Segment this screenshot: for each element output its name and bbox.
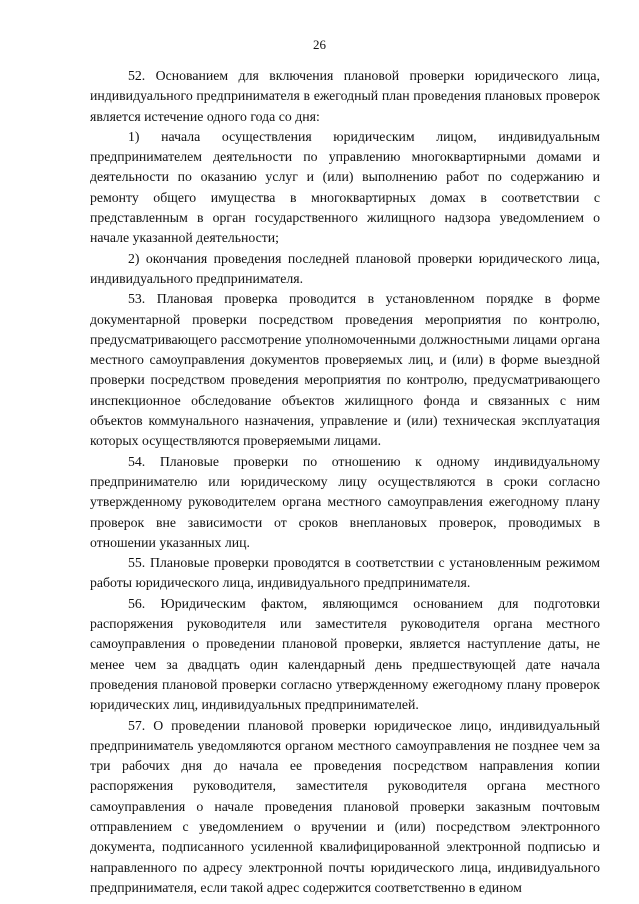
paragraph-57: 57. О проведении плановой проверки юридическое лицо, индивидуальный предприниматель уведомляются органом местного самоуправления не позднее чем за три рабочих дня до начала ее проведения посредством направления копии распоряжения руководителя, заместителя руководителя органа местного самоуправления о начале проведения плановой проверки заказным почтовым отправлением с уведомлением о вручении и (или) посредством электронного документа, подписанного усиленной квалифицированной электронной подписью и направленного по адресу электронной почты юридического лица, индивидуального предпринимателя, если такой адрес содержится соответственно в едином: [90, 717, 600, 895]
paragraph-56: 56. Юридическим фактом, являющимся основанием для подготовки распоряжения руководителя или заместителя руководителя органа местного самоуправления о проведении плановой проверки, является наступление даты, не менее чем за двадцать один календарный день предшествующей дате начала проведения плановой проверки согласно утвержденному ежегодному плану проверок юридических лиц, индивидуальных предпринимателей.: [90, 595, 600, 713]
paragraph-52: 52. Основанием для включения плановой проверки юридического лица, индивидуального предпринимателя в ежегодный план проведения плановых проверок является истечение одного года со дня:: [90, 68, 600, 124]
document-body: [90, 66, 600, 898]
page-number: 26: [313, 37, 326, 52]
paragraph-52-item-2: 2) окончания проведения последней плановой проверки юридического лица, индивидуального предпринимателя.: [90, 250, 600, 286]
paragraph-52-item-1: 1) начала осуществления юридическим лицом, индивидуальным предпринимателем деятельности по управлению многоквартирными домами и деятельности по оказанию услуг и (или) выполнению работ по содержанию и ремонту общего имущества в многоквартирных домах в соответствии с представленным в орган государственного жилищного надзора уведомлением о начале указанной деятельности;: [90, 128, 600, 246]
paragraph-54: 54. Плановые проверки по отношению к одному индивидуальному предпринимателю или юридическому лицу осуществляются в сроки согласно утвержденному руководителем органа местного самоуправления ежегодному плану проверок вне зависимости от сроков внеплановых проверок, проводимых в отношении указанных лиц.: [90, 453, 600, 550]
paragraph-55: 55. Плановые проверки проводятся в соответствии с установленным режимом работы юридического лица, индивидуального предпринимателя.: [90, 555, 600, 591]
paragraph-53: 53. Плановая проверка проводится в установленном порядке в форме документарной проверки посредством проведения мероприятия по контролю, предусматривающего рассмотрение уполномоченными должностными лицами органа местного самоуправления документов проверяемых лиц, и (или) в форме выездной проверки посредством проведения мероприятия по контролю, предусматривающего инспекционное обследование объектов жилищного фонда и связанных с ним объектов коммунального назначения, управление и (или) техническая эксплуатация которых осуществляются проверяемыми лицами.: [90, 291, 600, 449]
